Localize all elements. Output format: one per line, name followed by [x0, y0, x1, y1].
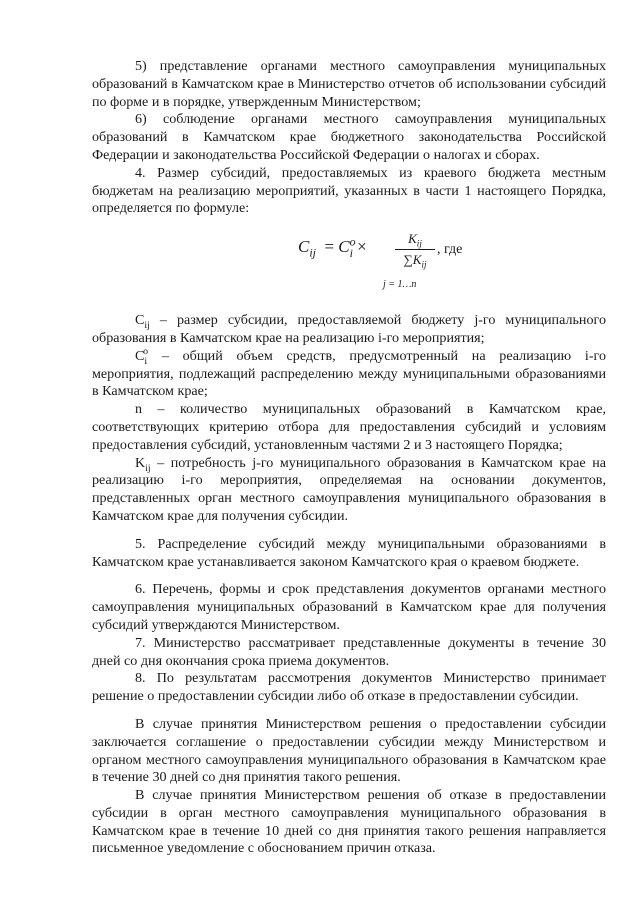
document-page: [92, 58, 606, 858]
formula-main: $C_{ij} = C^o_i$ ×: [298, 234, 367, 260]
definition-cij: $C_{ij}$ – размер субсидии, предоставляемой бюджету j-го муниципального образования в Камчатском крае на реализацию i-го мероприятия;: [92, 312, 606, 346]
paragraph-6-documents: 6. Перечень, формы и срок представления документов органами местного самоуправления муниципальных образований в Камчатском крае для получения субсидий утверждаются Министерством.: [92, 581, 606, 633]
paragraph-5-reports: 5) представление органами местного самоуправления муниципальных образований в Камчатском крае в Министерство отчетов об использовании субсидий по форме и в порядке, утвержденным Министерством;: [92, 58, 606, 110]
formula-fraction: [395, 230, 435, 269]
subsidy-formula: [92, 226, 606, 308]
paragraph-8-decision: 8. По результатам рассмотрения документов Министерство принимает решение о предоставлении субсидии либо об отказе в предоставлении субсидии.: [92, 670, 606, 705]
formula-sum-range: j = 1…n: [383, 279, 417, 291]
formula-denominator: $\sum K_{ij}$: [403, 251, 427, 270]
definition-kij: $K_{ij}$ – потребность j-го муниципального образования в Камчатском крае на реализацию i-го мероприятия, определяемая на основании документов, представленных орган местного самоуправления муниципального образования в Камчатском крае для получения субсидии.: [92, 454, 606, 524]
paragraph-4-subsidy-size: 4. Размер субсидий, предоставляемых из краевого бюджета местным бюджетам на реализацию мероприятий, указанных в части 1 настоящего Порядка, определяется по формуле:: [92, 164, 606, 217]
formula-where: , где: [437, 242, 463, 258]
paragraph-6-legislation: 6) соблюдение органами местного самоуправления муниципальных образований в Камчатском крае бюджетного законодательства Российской Федерации и законодательства Российской Федерации о налогах и сборах.: [92, 111, 606, 163]
formula-numerator: $K_{ij}$: [395, 230, 435, 250]
paragraph-approval: В случае принятия Министерством решения о предоставлении субсидии заключается соглашение о предоставлении субсидии между Министерством и органом местного самоуправления муниципального образования в Камчатском крае в течение 30 дней со дня принятия такого решения.: [92, 715, 606, 786]
definition-cio: $C_i^o$ – общий объем средств, предусмотренный на реализацию i-го мероприятия, подлежащий распределению между муниципальными образованиями в Камчатском крае;: [92, 346, 606, 400]
definition-n: n – количество муниципальных образований в Камчатском крае, соответствующих критерию отбора для предоставления субсидий и условиям предоставления субсидий, установленным частями 2 и 3 настоящего Порядка;: [92, 401, 606, 453]
paragraph-7-review: 7. Министерство рассматривает представленные документы в течение 30 дней со дня окончания срока приема документов.: [92, 634, 606, 669]
paragraph-5-distribution: 5. Распределение субсидий между муниципальными образованиями в Камчатском крае устанавливается законом Камчатского края о краевом бюджете.: [92, 535, 606, 570]
paragraph-refusal: В случае принятия Министерством решения об отказе в предоставлении субсидии в орган местного самоуправления муниципального образования в Камчатском крае в течение 10 дней со дня принятия такого решения направляется письменное уведомление с обоснованием причин отказа.: [92, 787, 606, 857]
